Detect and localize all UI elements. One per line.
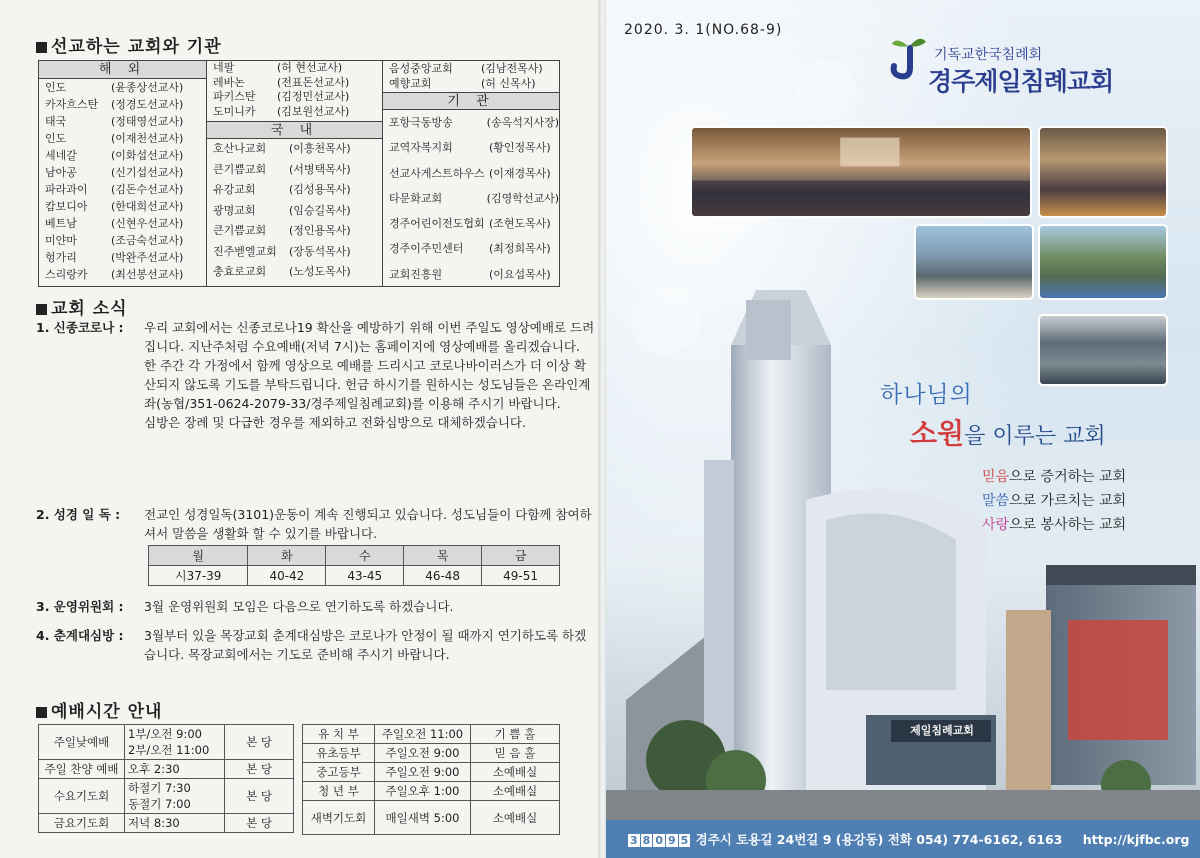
mission-person: (이화섭선교사) [111,149,184,162]
dept-row [303,763,560,782]
footer-bar [606,820,1200,858]
mission-person: (조현도목사) [489,217,551,231]
mission-entry [383,61,559,76]
worship-row [39,814,294,833]
mission-name: 카자흐스탄 [45,98,99,111]
news-title: 교회 소식 [36,294,128,319]
mission-person: (장동석목사) [289,244,351,258]
mission-person: (노성도목사) [289,265,351,278]
mission-person: (정태영선교사) [111,115,184,128]
overseas-column [39,61,207,286]
worship-place: 본 당 [225,779,294,814]
reading-chapters: 시37-39 [149,566,248,586]
reading-chapters: 40-42 [248,566,326,586]
mission-name: 캄보디아 [45,200,88,213]
news-item-1 [36,318,596,498]
bullet-square-icon [36,707,47,718]
zip-digit: 3 [630,834,638,847]
photo-congregation-2 [1038,126,1168,218]
mission-person: (김돈수선교사) [111,183,184,196]
worship-time-line: 하절기 7:30 [128,781,191,795]
footer-address: 경주시 토용길 24번길 9 (용강동) 전화 054) 774-6162, 6163 [695,832,1063,847]
mission-name: 도미니카 [213,104,256,118]
mission-person: (최선봉선교사) [111,268,184,281]
mission-name: 파라과이 [45,183,88,196]
denomination: 기독교한국침례회 [934,47,1043,63]
mission-entry [383,110,559,135]
mission-entry [383,76,559,91]
worship-time-line: 오후 2:30 [128,762,180,776]
slogan-emphasis: 사랑 [982,517,1010,533]
worship-name: 주일낮예배 [39,725,125,760]
dept-place: 기 쁨 홀 [471,725,560,744]
slogan-line [982,514,1126,534]
mission-entry [39,96,206,113]
mission-name: 충효로교회 [213,265,267,278]
mission-name: 진주벧엘교회 [213,244,277,258]
missions-table [38,60,560,287]
mission-person: (정인용목사) [289,224,351,237]
dept-time: 주일오전 11:00 [375,725,471,744]
mission-person: (서병택목사) [289,162,351,176]
slogan-rest: 으로 가르치는 교회 [1009,493,1127,509]
news-text: 전교인 성경일독(3101)운동이 계속 진행되고 있습니다. 성도님들이 다함께 참여하셔서 말씀을 생활화 할 수 있기를 바랍니다. [144,507,592,541]
orgs-list [383,110,559,287]
headline-rest: 을 이루는 교회 [964,424,1106,449]
photo-group-outdoor [914,224,1034,300]
mission-entry [207,76,382,91]
mission-person: (신현우선교사) [111,217,184,230]
mission-person: (조금숙선교사) [111,234,184,247]
mission-person: (임승길목사) [289,203,351,217]
worship-time [125,779,225,814]
website-link[interactable]: http://kjfbc.org [1082,832,1190,847]
news-text: 우리 교회에서는 신종코로나19 확산을 예방하기 위해 이번 주일도 영상예배로 드려집니다. 지난주처럼 수요예배(저녁 7시)는 홈페이지에 영상예배를 올리겠습니다. 한 주간 각 가정에서 함께 영상으로 예배를 드리시고 코로나바이러스가 더 이상 확산되지 않도록 기도를 부탁드립니다. 헌금 하시기를 원하시는 성도님들은 온라인계좌(농협/351-0624-2079-33/경주제일침례교회)를 이용해 주시기 바랍니다. 심방은 장례 및 다급한 경우를 제외하고 전화심방으로 대체하겠습니다. [144,320,595,430]
mission-person: (김성용목사) [289,183,351,196]
news-text: 3월부터 있을 목장교회 춘계대심방은 코로나가 안정이 될 때까지 연기하도록 하겠습니다. 목장교회에서는 기도로 준비해 주시기 바랍니다. [144,628,587,662]
worship-title: 예배시간 안내 [36,697,162,722]
mission-name: 인도 [45,81,67,94]
mission-entry [207,201,382,222]
mission-entry [207,221,382,242]
zip-code [628,832,691,847]
dept-row [303,744,560,763]
mission-person: (최정희목사) [489,242,551,256]
dept-name: 청 년 부 [303,782,375,801]
mission-name: 파키스탄 [213,90,256,103]
reading-chapters: 46-48 [404,566,482,586]
mission-name: 호산나교회 [213,142,267,155]
mission-entry [39,215,206,232]
mission-name: 태국 [45,115,67,128]
worship-row [39,760,294,779]
mission-name: 경주이주민센터 [389,242,464,256]
dept-time: 주일오전 9:00 [375,763,471,782]
mission-name: 타문화교회 [389,191,443,205]
mission-name: 남아공 [45,166,77,179]
worship-place: 본 당 [225,760,294,779]
mission-entry [39,232,206,249]
mission-name: 예향교회 [389,77,432,90]
mission-entry [383,236,559,261]
mission-name: 광명교회 [213,203,256,217]
worship-place: 본 당 [225,725,294,760]
mission-person: (이재천선교사) [111,132,184,145]
news-item-2 [36,505,596,545]
mission-entry [207,105,382,120]
reading-chapters: 49-51 [482,566,560,586]
mission-entry [383,211,559,236]
adult-worship-table [38,724,294,833]
mission-person: (허 현선교사) [277,61,343,74]
mission-name: 헝가리 [45,251,77,264]
mission-entry [383,262,559,287]
mission-entry [207,160,382,181]
mission-entry [207,262,382,283]
worship-name: 주일 찬양 예배 [39,760,125,779]
slogan-rest: 으로 봉사하는 교회 [1009,517,1127,533]
domestic-list [207,139,382,283]
bulletin-cover [606,0,1200,858]
mission-entry [207,242,382,263]
mission-person: (윤종상선교사) [111,81,184,94]
worship-name: 금요기도회 [39,814,125,833]
reading-day: 화 [248,546,326,566]
mission-name: 선교사게스트하우스 [389,166,485,180]
mission-entry [207,139,382,160]
mission-name: 베트남 [45,217,77,230]
mission-entry [39,113,206,130]
mission-name: 포항극동방송 [389,116,453,129]
mission-entry [39,266,206,283]
mission-entry [207,61,382,76]
news-item-4 [36,626,596,686]
dept-name: 유초등부 [303,744,375,763]
dept-name: 새벽기도회 [303,801,375,835]
domestic-column [207,61,383,286]
overseas-header: 해 외 [39,61,206,79]
church-logo-icon [888,34,928,82]
photo-congregation-worship [690,126,1032,218]
mission-person: (정경도선교사) [111,98,184,111]
photo-youth-group [1038,314,1168,386]
zip-digit: 8 [642,834,651,847]
overseas-list [39,79,206,283]
mission-person: (이재경목사) [489,166,551,180]
mission-person: (전표돈선교사) [277,75,350,89]
dept-name: 유 치 부 [303,725,375,744]
mission-entry [383,186,559,211]
mission-entry [39,130,206,147]
mission-name: 인도 [45,132,67,145]
dept-time: 주일오전 9:00 [375,744,471,763]
reading-days-row [149,546,560,566]
headline-line-2 [910,412,1106,452]
zip-digit: 9 [667,834,676,847]
bible-reading-table [148,545,560,586]
mission-person: (김영학선교사) [486,191,559,205]
mission-person: (김남전목사) [481,62,543,75]
zip-digit: 5 [680,834,689,847]
worship-time-line: 저녁 8:30 [128,816,180,830]
worship-row [39,779,294,814]
news-label: 2. 성경 일 독 : [36,507,121,522]
dept-time: 매일새벽 5:00 [375,801,471,835]
dept-name: 중고등부 [303,763,375,782]
worship-name: 수요기도회 [39,779,125,814]
mission-entry [39,181,206,198]
headline-emphasis: 소원 [910,417,965,450]
mission-person: (박완주선교사) [111,251,184,264]
reading-chapters-row [149,566,560,586]
mission-name: 큰기쁨교회 [213,224,267,237]
mission-entry [39,147,206,164]
mission-person: (송옥석지사장) [486,116,559,129]
building-sign: 제일침례교회 [910,724,974,737]
mission-entry [39,249,206,266]
mission-name: 세네갈 [45,149,77,162]
reading-chapters: 43-45 [326,566,404,586]
mission-name: 레바논 [213,75,245,89]
orgs-header: 기 관 [383,92,559,110]
mission-entry [383,161,559,186]
mission-name: 음성중앙교회 [389,62,453,75]
reading-day: 수 [326,546,404,566]
reading-day: 목 [404,546,482,566]
mission-entry [39,79,206,96]
mission-entry [383,135,559,160]
mission-entry [207,90,382,105]
headline-line-1: 하나님의 [880,382,973,408]
mission-person: (황인정목사) [489,141,551,155]
mission-person: (이흥천목사) [289,142,351,155]
dept-time: 주일오후 1:00 [375,782,471,801]
news-label: 4. 춘계대심방 : [36,628,124,643]
mission-entry [207,180,382,201]
mission-entry [39,164,206,181]
dept-place: 소예배실 [471,782,560,801]
mission-name: 교역자복지회 [389,141,453,155]
overseas-list-2 [207,61,382,119]
worship-time [125,760,225,779]
issue-date: 2020. 3. 1(NO.68-9) [624,22,783,38]
slogan-line [982,466,1126,486]
dept-row [303,782,560,801]
dept-place: 소예배실 [471,801,560,835]
domestic-header: 국 내 [207,121,382,139]
bullet-square-icon [36,42,47,53]
orgs-column [383,61,559,286]
church-name: 경주제일침례교회 [928,67,1114,96]
worship-place: 본 당 [225,814,294,833]
news-text: 3월 운영위원회 모임은 다음으로 연기하도록 하겠습니다. [144,599,454,614]
reading-day: 금 [482,546,560,566]
photo-group-banner [1038,224,1168,300]
mission-person: (한대희선교사) [111,200,184,213]
mission-entry [39,198,206,215]
worship-time-line: 1부/오전 9:00 [128,727,202,741]
dept-row [303,801,560,835]
reading-day: 월 [149,546,248,566]
slogan-emphasis: 믿음 [982,469,1010,485]
news-label: 1. 신종코로나 : [36,320,124,335]
worship-time [125,814,225,833]
bullet-square-icon [36,304,47,315]
worship-time-line: 동절기 7:00 [128,797,191,811]
dept-place: 소예배실 [471,763,560,782]
top-right-list [383,61,559,91]
dept-place: 믿 음 홀 [471,744,560,763]
slogan-emphasis: 말씀 [982,493,1010,509]
mission-name: 스리랑카 [45,268,88,281]
news-label: 3. 운영위원회 : [36,599,124,614]
worship-time [125,725,225,760]
mission-name: 경주어린이전도협회 [389,217,485,231]
cover-background-art [606,0,1200,820]
mission-person: (김보원선교사) [277,104,350,118]
mission-person: (허 신목사) [481,77,536,90]
slogan-rest: 으로 증거하는 교회 [1009,469,1127,485]
mission-name: 네팔 [213,61,235,74]
dept-worship-table [302,724,560,835]
mission-name: 미얀마 [45,234,77,247]
news-item-3 [36,597,596,617]
worship-time-line: 2부/오전 11:00 [128,743,210,757]
mission-name: 유강교회 [213,183,256,196]
mission-person: (김정민선교사) [277,90,350,103]
worship-row [39,725,294,760]
zip-digit: 0 [655,834,663,847]
mission-name: 교회진흥원 [389,267,443,281]
missions-title: 선교하는 교회와 기관 [36,32,222,57]
mission-person: (이요섭목사) [489,267,551,281]
mission-person: (신기섭선교사) [111,166,184,179]
dept-row [303,725,560,744]
mission-name: 큰기쁨교회 [213,162,267,176]
slogan-line [982,490,1126,510]
